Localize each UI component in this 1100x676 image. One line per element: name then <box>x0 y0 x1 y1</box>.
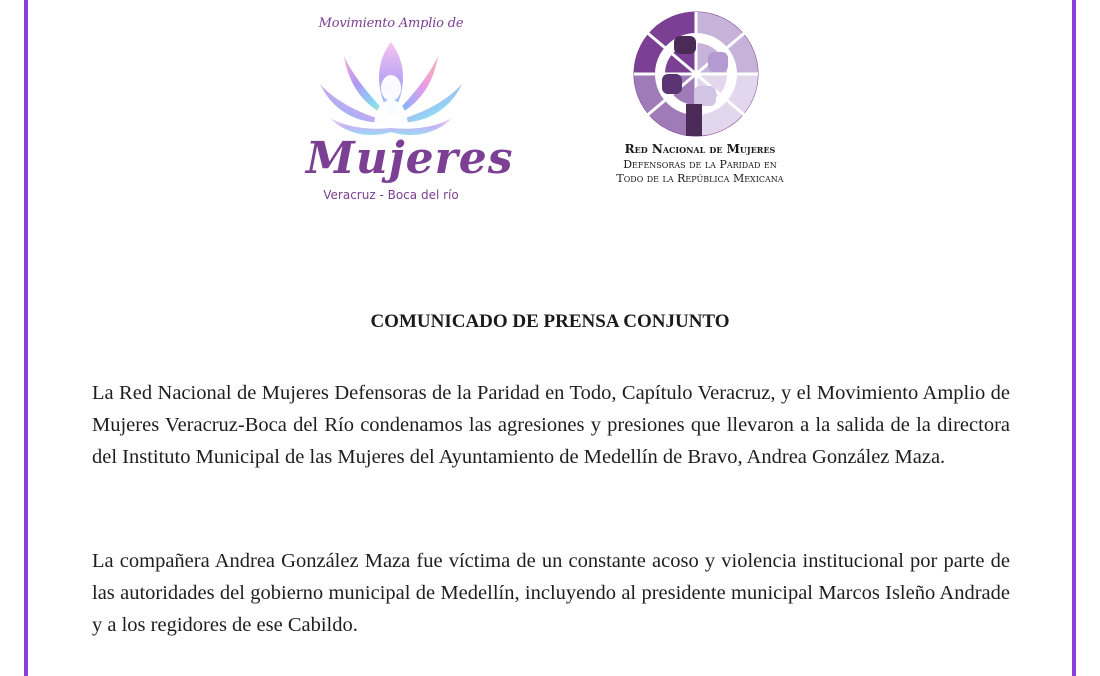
right-border-line <box>1072 0 1076 676</box>
red-nacional-subtitle-2: Todo de la República Mexicana <box>616 172 784 185</box>
logo-sub-text: Veracruz - Boca del río <box>323 188 459 202</box>
left-border-line <box>24 0 28 676</box>
movimiento-amplio-logo <box>306 12 514 208</box>
paragraph: La Red Nacional de Mujeres Defensoras de la Paridad en Todo, Capítulo Veracruz, y el Movimiento Amplio de Mujeres Veracruz-Boca del Río condenamos las agresiones y presiones que llevaron a la salida de la directora del Instituto Municipal de las Mujeres del Ayuntamiento de Medellín de Bravo, Andrea González Maza. <box>92 382 1010 468</box>
logo-main-text: Mujeres <box>306 133 514 184</box>
lotus-icon <box>314 38 468 142</box>
red-nacional-name: Red Nacional de Mujeres <box>624 142 776 156</box>
hands-circle-icon <box>630 8 762 140</box>
red-nacional-subtitle-1: Defensoras de la Paridad en <box>623 158 777 171</box>
red-nacional-logo <box>588 8 812 188</box>
paragraph: La compañera Andrea González Maza fue víctima de un constante acoso y violencia institucional por parte de las autoridades del gobierno municipal de Medellín, incluyendo al presidente municipal Marcos Isleño Andrade y a los regidores de ese Cabildo. <box>92 550 1010 636</box>
logo-top-text: Movimiento Amplio de <box>318 16 464 31</box>
document-title: COMUNICADO DE PRENSA CONJUNTO <box>370 311 730 332</box>
